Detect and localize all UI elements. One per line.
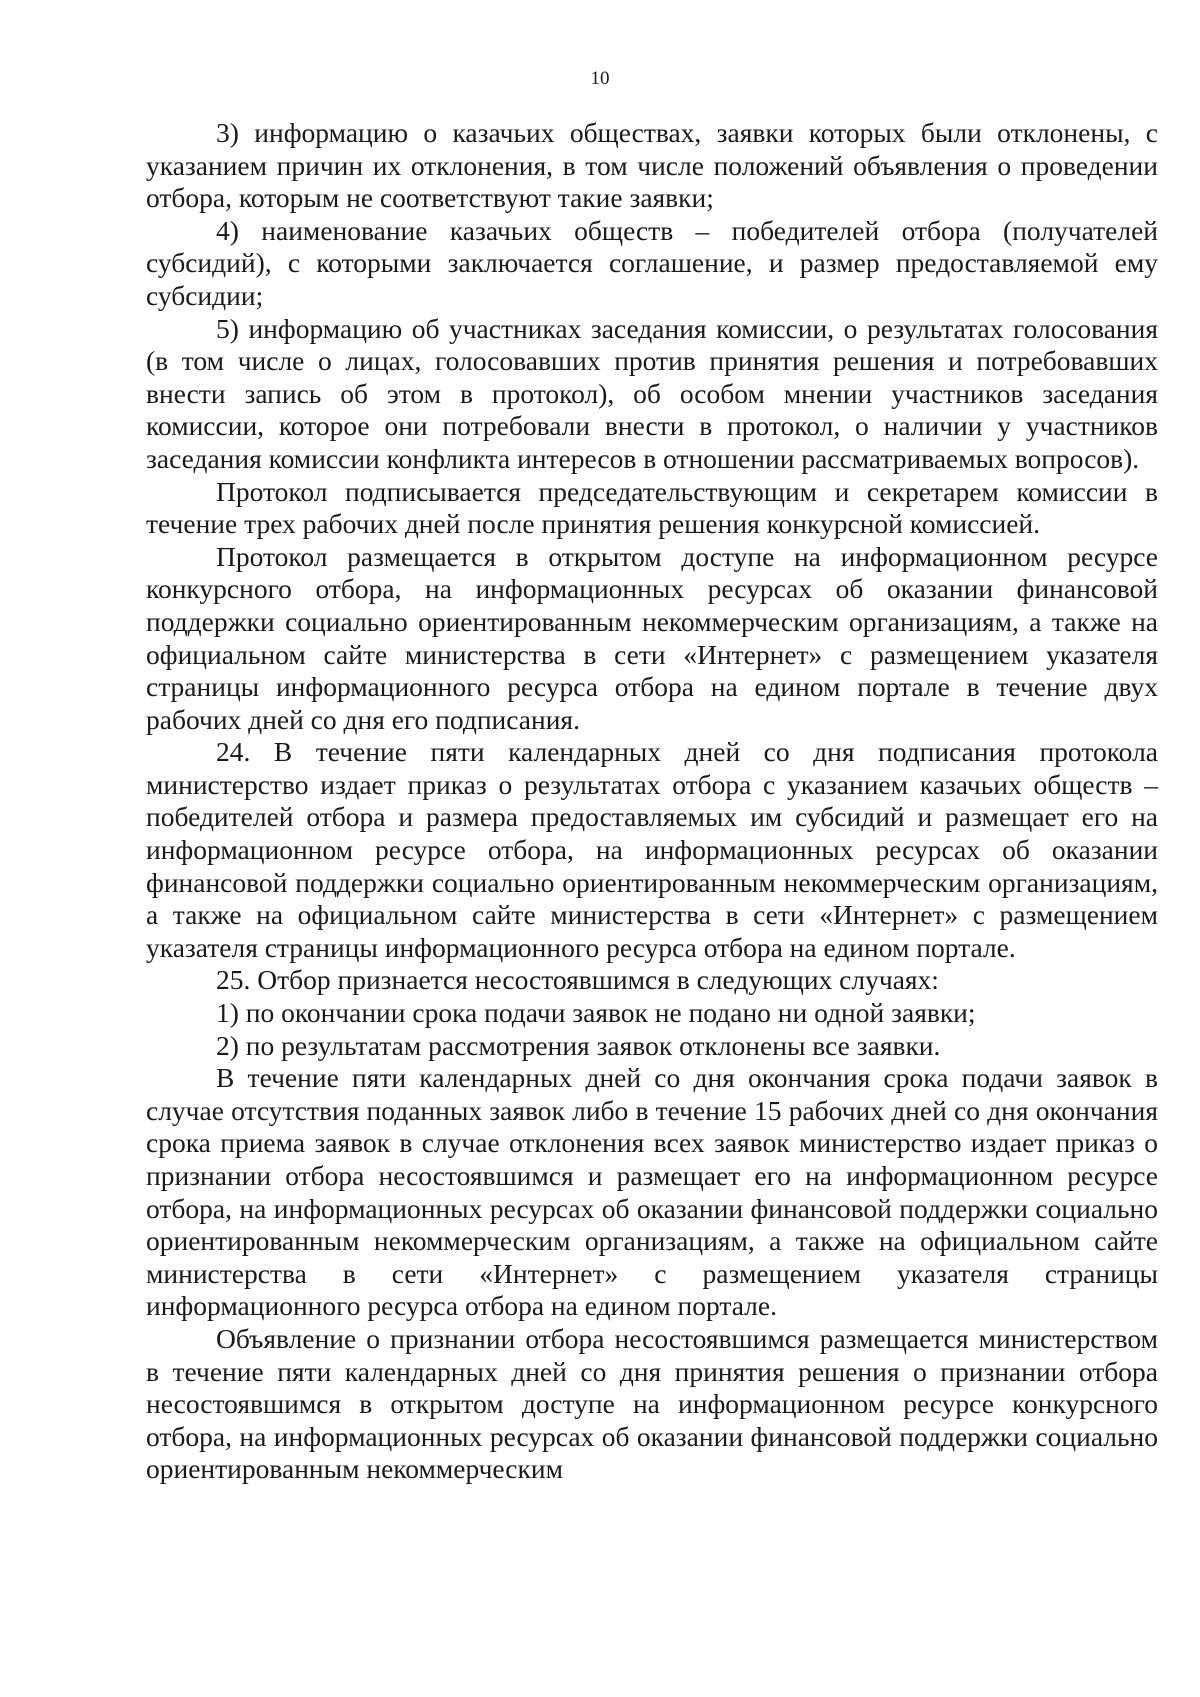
paragraph-case-2: 2) по результатам рассмотрения заявок отклонены все заявки. <box>216 1029 941 1061</box>
page-number: 10 <box>590 68 610 89</box>
paragraph-clause-25: 25. Отбор признается несостоявшимся в следующих случаях: <box>216 964 939 996</box>
paragraph-protocol-publication: Протокол размещается в открытом доступе на информационном ресурсе конкурсного отбора, на информационных ресурсах об оказании финансовой поддержки социально ориентированным некоммерческим организациям, а также на официальном сайте министерства в сети «Интернет» с размещением указателя страницы информационного ресурса отбора на едином портале в течение двух рабочих дней со дня его подписания. <box>146 540 1158 735</box>
paragraph-case-1: 1) по окончании срока подачи заявок не подано ни одной заявки; <box>216 997 976 1029</box>
paragraph-clause-24: 24. В течение пяти календарных дней со дня подписания протокола министерство издает приказ о результатах отбора с указанием казачьих обществ – победителей отбора и размера предоставляемых им субсидий и размещает его на информационном ресурсе отбора, на информационных ресурсах об оказании финансовой поддержки социально ориентированным некоммерческим организациям, а также на официальном сайте министерства в сети «Интернет» с размещением указателя страницы информационного ресурса отбора на едином портале. <box>146 736 1158 963</box>
paragraph-item-4: 4) наименование казачьих обществ – победителей отбора (получателей субсидий), с которыми заключается соглашение, и размер предоставляемой ему субсидии; <box>146 214 1158 311</box>
paragraph-item-3: 3) информацию о казачьих обществах, заявки которых были отклонены, с указанием причин их отклонения, в том числе положений объявления о проведении отбора, которым не соответствуют такие заявки; <box>146 117 1158 214</box>
paragraph-protocol-signing: Протокол подписывается председательствующим и секретарем комиссии в течение трех рабочих дней после принятия решения конкурсной комиссией. <box>146 475 1158 540</box>
paragraph-failed-order: В течение пяти календарных дней со дня окончания срока подачи заявок в случае отсутствия поданных заявок либо в течение 15 рабочих дней со дня окончания срока приема заявок в случае отклонения всех заявок министерство издает приказ о признании отбора несостоявшимся и размещает его на информационном ресурсе отбора, на информационных ресурсах об оказании финансовой поддержки социально ориентированным некоммерческим организациям, а также на официальном сайте министерства в сети «Интернет» с размещением указателя страницы информационного ресурса отбора на едином портале. <box>146 1062 1158 1322</box>
document-body <box>146 117 1158 1486</box>
paragraph-item-5: 5) информацию об участниках заседания комиссии, о результатах голосования (в том числе о лицах, голосовавших против принятия решения и потребовавших внести запись об этом в протокол), об особом мнении участников заседания комиссии, которое они потребовали внести в протокол, о наличии у участников заседания комиссии конфликта интересов в отношении рассматриваемых вопросов). <box>146 312 1158 474</box>
paragraph-failed-announcement: Объявление о признании отбора несостоявшимся размещается министерством в течение пяти календарных дней со дня принятия решения о признании отбора несостоявшимся в открытом доступе на информационном ресурсе конкурсного отбора, на информационных ресурсах об оказании финансовой поддержки социально ориентированным некоммерческим <box>146 1322 1158 1485</box>
